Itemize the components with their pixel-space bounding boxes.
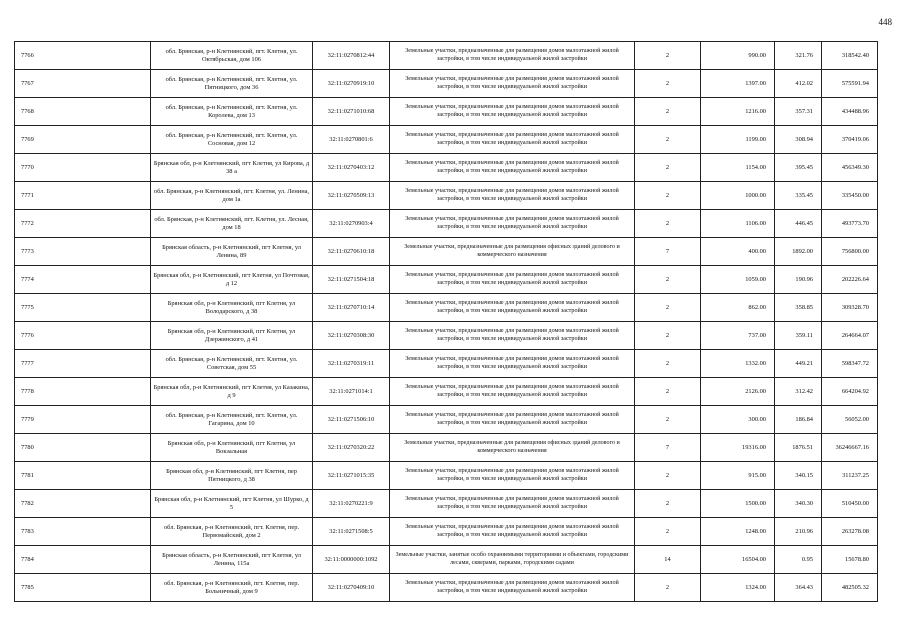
row-number-cell: 7767	[15, 70, 151, 98]
specific-value-cell: 358.85	[775, 294, 822, 322]
table-row	[15, 574, 878, 602]
address-cell: Брянская обл, р-н Клетнянский, пгт Клетня, ул Вокзальная	[151, 434, 313, 462]
table-row	[15, 546, 878, 574]
area-cell: 1500.00	[701, 490, 775, 518]
cadastral-number-cell: 32:11:0270610:18	[313, 238, 390, 266]
land-use-cell: Земельные участки, предназначенные для размещения домов малоэтажной жилой застройки, в том числе индивидуальной жилой застройки	[390, 406, 635, 434]
specific-value-cell: 359.11	[775, 322, 822, 350]
table-row	[15, 70, 878, 98]
specific-value-cell: 210.96	[775, 518, 822, 546]
cadastral-value-cell: 36246667.16	[822, 434, 878, 462]
land-use-cell: Земельные участки, предназначенные для размещения домов малоэтажной жилой застройки, в том числе индивидуальной жилой застройки	[390, 574, 635, 602]
area-cell: 862.00	[701, 294, 775, 322]
use-group-cell: 7	[635, 434, 701, 462]
cadastral-value-cell: 493773.70	[822, 210, 878, 238]
use-group-cell: 2	[635, 294, 701, 322]
cadastral-number-cell: 32:11:0270710:14	[313, 294, 390, 322]
table-row	[15, 518, 878, 546]
use-group-cell: 2	[635, 406, 701, 434]
specific-value-cell: 364.43	[775, 574, 822, 602]
cadastral-number-cell: 32:11:0270903:4	[313, 210, 390, 238]
address-cell: обл. Брянская, р-н Клетнянский, пгт. Клетня, ул. Пятницкого, дом 36	[151, 70, 313, 98]
land-use-cell: Земельные участки, предназначенные для размещения домов малоэтажной жилой застройки, в том числе индивидуальной жилой застройки	[390, 182, 635, 210]
land-use-cell: Земельные участки, предназначенные для размещения домов малоэтажной жилой застройки, в том числе индивидуальной жилой застройки	[390, 154, 635, 182]
cadastral-value-cell: 311237.25	[822, 462, 878, 490]
address-cell: Брянская область, р-н Клетнянский, пгт Клетня, ул Ленина, 115а	[151, 546, 313, 574]
address-cell: обл. Брянская, р-н Клетнянский, пгт. Клетня, ул. Королева, дом 13	[151, 98, 313, 126]
cadastral-number-cell: 32:11:0270509:13	[313, 182, 390, 210]
row-number-cell: 7771	[15, 182, 151, 210]
cadastral-value-cell: 263278.08	[822, 518, 878, 546]
table-row	[15, 42, 878, 70]
address-cell: обл. Брянская, р-н Клетнянский, пгт. Клетня, ул. Лесная, дом 18	[151, 210, 313, 238]
row-number-cell: 7779	[15, 406, 151, 434]
cadastral-number-cell: 32:11:0270403:12	[313, 154, 390, 182]
cadastral-number-cell: 32:11:0271010:68	[313, 98, 390, 126]
cadastral-value-cell: 482505.32	[822, 574, 878, 602]
cadastral-value-cell: 598347.72	[822, 350, 878, 378]
cadastral-number-cell: 32:11:0270409:10	[313, 574, 390, 602]
table-row	[15, 294, 878, 322]
address-cell: обл. Брянская, р-н Клетнянский, пгт. Клетня, пер. Больничный, дом 9	[151, 574, 313, 602]
table-row	[15, 462, 878, 490]
row-number-cell: 7772	[15, 210, 151, 238]
table-row	[15, 434, 878, 462]
specific-value-cell: 449.21	[775, 350, 822, 378]
row-number-cell: 7780	[15, 434, 151, 462]
specific-value-cell: 335.45	[775, 182, 822, 210]
cadastral-number-cell: 32:11:0271014:1	[313, 378, 390, 406]
row-number-cell: 7768	[15, 98, 151, 126]
specific-value-cell: 340.30	[775, 490, 822, 518]
cadastral-value-cell: 370419.06	[822, 126, 878, 154]
specific-value-cell: 357.31	[775, 98, 822, 126]
land-use-cell: Земельные участки, предназначенные для размещения домов малоэтажной жилой застройки, в том числе индивидуальной жилой застройки	[390, 266, 635, 294]
land-use-cell: Земельные участки, предназначенные для размещения домов малоэтажной жилой застройки, в том числе индивидуальной жилой застройки	[390, 378, 635, 406]
land-use-cell: Земельные участки, предназначенные для размещения офисных зданий делового и коммерческого назначения	[390, 238, 635, 266]
use-group-cell: 2	[635, 462, 701, 490]
table-row	[15, 406, 878, 434]
land-use-cell: Земельные участки, предназначенные для размещения домов малоэтажной жилой застройки, в том числе индивидуальной жилой застройки	[390, 518, 635, 546]
cadastral-number-cell: 32:11:0270319:11	[313, 350, 390, 378]
specific-value-cell: 1876.51	[775, 434, 822, 462]
cadastral-value-cell: 756800.00	[822, 238, 878, 266]
use-group-cell: 2	[635, 182, 701, 210]
table-row	[15, 182, 878, 210]
table-row	[15, 238, 878, 266]
land-use-cell: Земельные участки, предназначенные для размещения офисных зданий делового и коммерческого назначения	[390, 434, 635, 462]
cadastral-value-cell: 15678.80	[822, 546, 878, 574]
row-number-cell: 7783	[15, 518, 151, 546]
cadastral-value-cell: 264664.07	[822, 322, 878, 350]
use-group-cell: 2	[635, 266, 701, 294]
cadastral-number-cell: 32:11:0270308:30	[313, 322, 390, 350]
cadastral-number-cell: 32:11:0271508:5	[313, 518, 390, 546]
area-cell: 1216.00	[701, 98, 775, 126]
specific-value-cell: 1892.00	[775, 238, 822, 266]
address-cell: Брянская обл, р-н Клетнянский, пгт Клетня, ул Кирова, д 38 а	[151, 154, 313, 182]
use-group-cell: 2	[635, 126, 701, 154]
address-cell: Брянская область, р-н Клетнянский, пгт Клетня, ул Ленина, 89	[151, 238, 313, 266]
cadastral-number-cell: 32:11:0271506:10	[313, 406, 390, 434]
area-cell: 1000.00	[701, 182, 775, 210]
address-cell: обл. Брянская, р-н Клетнянский, пгт. Клетня, ул. Октябрьская, дом 106	[151, 42, 313, 70]
address-cell: обл. Брянская, р-н Клетнянский, пгт. Клетня, ул. Советская, дом 55	[151, 350, 313, 378]
address-cell: обл. Брянская, р-н Клетнянский, пгт. Клетня, пер. Первомайский, дом 2	[151, 518, 313, 546]
row-number-cell: 7778	[15, 378, 151, 406]
address-cell: обл. Брянская, р-н Клетнянский, пгт. Клетня, ул. Сосновая, дом 12	[151, 126, 313, 154]
table-row	[15, 490, 878, 518]
cadastral-value-cell: 434488.96	[822, 98, 878, 126]
area-cell: 1248.00	[701, 518, 775, 546]
land-use-cell: Земельные участки, предназначенные для размещения домов малоэтажной жилой застройки, в том числе индивидуальной жилой застройки	[390, 98, 635, 126]
cadastral-number-cell: 32:11:0270812:44	[313, 42, 390, 70]
land-use-cell: Земельные участки, предназначенные для размещения домов малоэтажной жилой застройки, в том числе индивидуальной жилой застройки	[390, 490, 635, 518]
area-cell: 19316.00	[701, 434, 775, 462]
land-use-cell: Земельные участки, предназначенные для размещения домов малоэтажной жилой застройки, в том числе индивидуальной жилой застройки	[390, 462, 635, 490]
area-cell: 1324.00	[701, 574, 775, 602]
table-body	[15, 42, 878, 602]
row-number-cell: 7777	[15, 350, 151, 378]
row-number-cell: 7775	[15, 294, 151, 322]
area-cell: 400.00	[701, 238, 775, 266]
land-use-cell: Земельные участки, предназначенные для размещения домов малоэтажной жилой застройки, в том числе индивидуальной жилой застройки	[390, 126, 635, 154]
page-number: 448	[878, 17, 892, 27]
area-cell: 990.00	[701, 42, 775, 70]
specific-value-cell: 321.76	[775, 42, 822, 70]
address-cell: Брянская обл, р-н Клетнянский, пгт Клетня, ул Дзержинского, д 41	[151, 322, 313, 350]
row-number-cell: 7776	[15, 322, 151, 350]
address-cell: Брянская обл, р-н Клетнянский, пгт Клетня, пер Пятницкого, д 38	[151, 462, 313, 490]
specific-value-cell: 446.45	[775, 210, 822, 238]
use-group-cell: 2	[635, 490, 701, 518]
area-cell: 16504.00	[701, 546, 775, 574]
address-cell: обл. Брянская, р-н Клетнянский, пгт. Клетня, ул. Ленина, дом 1а	[151, 182, 313, 210]
area-cell: 1154.00	[701, 154, 775, 182]
table-row	[15, 266, 878, 294]
row-number-cell: 7774	[15, 266, 151, 294]
cadastral-value-table	[14, 41, 878, 602]
use-group-cell: 2	[635, 210, 701, 238]
cadastral-value-cell: 56052.00	[822, 406, 878, 434]
use-group-cell: 7	[635, 238, 701, 266]
land-use-cell: Земельные участки, предназначенные для размещения домов малоэтажной жилой застройки, в том числе индивидуальной жилой застройки	[390, 42, 635, 70]
cadastral-value-cell: 202226.64	[822, 266, 878, 294]
specific-value-cell: 312.42	[775, 378, 822, 406]
specific-value-cell: 395.45	[775, 154, 822, 182]
cadastral-number-cell: 32:11:0270221:9	[313, 490, 390, 518]
cadastral-number-cell: 32:11:0270320:22	[313, 434, 390, 462]
row-number-cell: 7782	[15, 490, 151, 518]
table-row	[15, 126, 878, 154]
cadastral-value-cell: 664204.92	[822, 378, 878, 406]
area-cell: 1332.00	[701, 350, 775, 378]
address-cell: Брянская обл, р-н Клетнянский, пгт Клетня, ул Почтовая, д 12	[151, 266, 313, 294]
row-number-cell: 7773	[15, 238, 151, 266]
land-use-cell: Земельные участки, занятые особо охраняемыми территориями и объектами, городскими лесами, скверами, парками, городскими садами	[390, 546, 635, 574]
cadastral-value-cell: 510450.00	[822, 490, 878, 518]
use-group-cell: 2	[635, 378, 701, 406]
address-cell: Брянская обл, р-н Клетнянский, пгт Клетня, ул Шурко, д 5	[151, 490, 313, 518]
table-row	[15, 378, 878, 406]
use-group-cell: 2	[635, 574, 701, 602]
cadastral-value-cell: 575591.94	[822, 70, 878, 98]
use-group-cell: 2	[635, 70, 701, 98]
use-group-cell: 14	[635, 546, 701, 574]
land-use-cell: Земельные участки, предназначенные для размещения домов малоэтажной жилой застройки, в том числе индивидуальной жилой застройки	[390, 350, 635, 378]
land-use-cell: Земельные участки, предназначенные для размещения домов малоэтажной жилой застройки, в том числе индивидуальной жилой застройки	[390, 322, 635, 350]
specific-value-cell: 186.84	[775, 406, 822, 434]
table-row	[15, 98, 878, 126]
cadastral-value-cell: 309328.70	[822, 294, 878, 322]
table-row	[15, 322, 878, 350]
land-use-cell: Земельные участки, предназначенные для размещения домов малоэтажной жилой застройки, в том числе индивидуальной жилой застройки	[390, 210, 635, 238]
use-group-cell: 2	[635, 518, 701, 546]
area-cell: 300.00	[701, 406, 775, 434]
address-cell: Брянская обл, р-н Клетнянский, пгт Клетня, ул Казакина, д 9	[151, 378, 313, 406]
cadastral-number-cell: 32:11:0271504:18	[313, 266, 390, 294]
address-cell: Брянская обл, р-н Клетнянский, пгт Клетня, ул Володарского, д 38	[151, 294, 313, 322]
specific-value-cell: 340.15	[775, 462, 822, 490]
cadastral-number-cell: 32:11:0000000:1092	[313, 546, 390, 574]
use-group-cell: 2	[635, 98, 701, 126]
row-number-cell: 7784	[15, 546, 151, 574]
area-cell: 1059.00	[701, 266, 775, 294]
use-group-cell: 2	[635, 42, 701, 70]
land-use-cell: Земельные участки, предназначенные для размещения домов малоэтажной жилой застройки, в том числе индивидуальной жилой застройки	[390, 70, 635, 98]
specific-value-cell: 190.96	[775, 266, 822, 294]
table-row	[15, 210, 878, 238]
cadastral-value-cell: 318542.40	[822, 42, 878, 70]
area-cell: 1397.00	[701, 70, 775, 98]
use-group-cell: 2	[635, 350, 701, 378]
table-row	[15, 350, 878, 378]
land-use-cell: Земельные участки, предназначенные для размещения домов малоэтажной жилой застройки, в том числе индивидуальной жилой застройки	[390, 294, 635, 322]
area-cell: 737.00	[701, 322, 775, 350]
cadastral-value-cell: 456349.30	[822, 154, 878, 182]
row-number-cell: 7766	[15, 42, 151, 70]
specific-value-cell: 412.02	[775, 70, 822, 98]
cadastral-value-cell: 335450.00	[822, 182, 878, 210]
area-cell: 915.00	[701, 462, 775, 490]
cadastral-number-cell: 32:11:0271015:35	[313, 462, 390, 490]
use-group-cell: 2	[635, 322, 701, 350]
area-cell: 1199.00	[701, 126, 775, 154]
row-number-cell: 7769	[15, 126, 151, 154]
area-cell: 2126.00	[701, 378, 775, 406]
specific-value-cell: 0.95	[775, 546, 822, 574]
area-cell: 1106.00	[701, 210, 775, 238]
row-number-cell: 7781	[15, 462, 151, 490]
cadastral-number-cell: 32:11:0270919:10	[313, 70, 390, 98]
address-cell: обл. Брянская, р-н Клетнянский, пгт. Клетня, ул. Гагарина, дом 10	[151, 406, 313, 434]
row-number-cell: 7785	[15, 574, 151, 602]
specific-value-cell: 308.94	[775, 126, 822, 154]
table-row	[15, 154, 878, 182]
cadastral-number-cell: 32:11:0270801:6	[313, 126, 390, 154]
row-number-cell: 7770	[15, 154, 151, 182]
use-group-cell: 2	[635, 154, 701, 182]
